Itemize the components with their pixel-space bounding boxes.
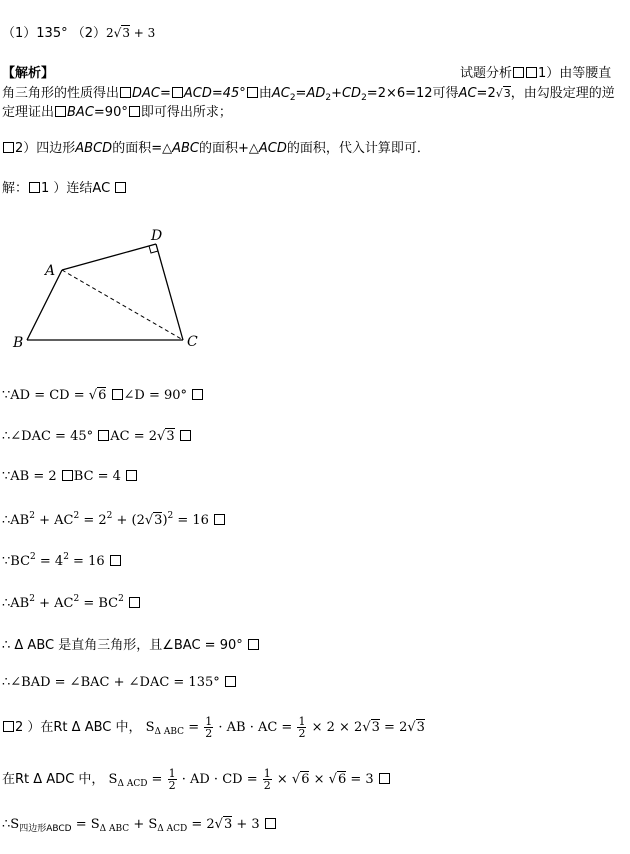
solution-line10: 在Rt Δ ADC 中， $S_{\Delta ACD}$ = $\frac{1}{2}$ · AD · CD = $\frac{1}{2}$ × √6 × √6 = 3 — [2, 768, 391, 791]
solution-line6: $\therefore AB^2 + AC^2 = BC^2$ — [2, 594, 141, 611]
answer-part2-prefix: （2） — [71, 26, 107, 41]
analysis-intro: 试题分析 1）由等腰直 — [460, 66, 612, 81]
solution-line4: $\therefore AB^2 + AC^2 = 2^2 + (2√3)^2 = 16$ — [2, 511, 226, 528]
solution-line3: ∵AB = 2 BC = 4 — [2, 469, 138, 484]
segment-ac-dashed — [62, 270, 183, 340]
solution-line8: ∴∠BAD = ∠BAC + ∠DAC = 135° — [2, 675, 237, 690]
solution-line2: ∴∠DAC = 45° AC = 2√3 — [2, 429, 192, 444]
quadrilateral-diagram — [0, 222, 230, 352]
solution-line7: ∴ Δ ABC 是直角三角形，且∠BAC = 90° — [2, 634, 260, 653]
analysis-heading-line — [2, 62, 628, 81]
answer-part1: 135° — [36, 26, 68, 41]
segment-dc — [156, 244, 183, 340]
analysis-part2: 2）四边形ABCD的面积=△ABC的面积+△ACD的面积，代入计算即可． — [2, 137, 430, 156]
analysis-line3: 定理证出 BAC=90° 即可得出所求； — [2, 105, 232, 120]
label-a: A — [45, 263, 56, 279]
analysis-line2: 角三角形的性质得出 DAC= ACD=45° 由$AC_2=AD_2+CD_2=2\times 6=12$可得AC=2√3，由勾股定理的逆 — [2, 86, 615, 103]
segment-ad — [62, 244, 156, 270]
solution-line11: $\therefore S_{四边形ABCD} = S_{\Delta ABC} + S_{\Delta ACD} = 2√3 + 3$ — [2, 817, 277, 834]
segment-ab — [27, 270, 62, 340]
answer-line — [2, 22, 155, 41]
solution-line9: 2 ）在Rt Δ ABC 中， $S_{\Delta ABC}$ = $\frac{1}{2}$ · AB · AC = $\frac{1}{2}$ × 2 × 2√3 = 2√3 — [2, 716, 425, 739]
label-d: D — [151, 228, 163, 244]
answer-part1-prefix: （1） — [2, 26, 37, 41]
solution-line1: ∵AD = CD = √6 ∠D = 90° — [2, 388, 204, 403]
analysis-heading: 【解析】 — [2, 66, 55, 81]
solution-step1: 解： 1 ）连结AC — [2, 177, 127, 196]
answer-part2: 2√3 + 3 — [106, 26, 156, 40]
label-b: B — [13, 335, 24, 351]
solution-line5: $\because BC^2 = 4^2 = 16$ — [2, 552, 122, 569]
label-c: C — [187, 334, 198, 350]
